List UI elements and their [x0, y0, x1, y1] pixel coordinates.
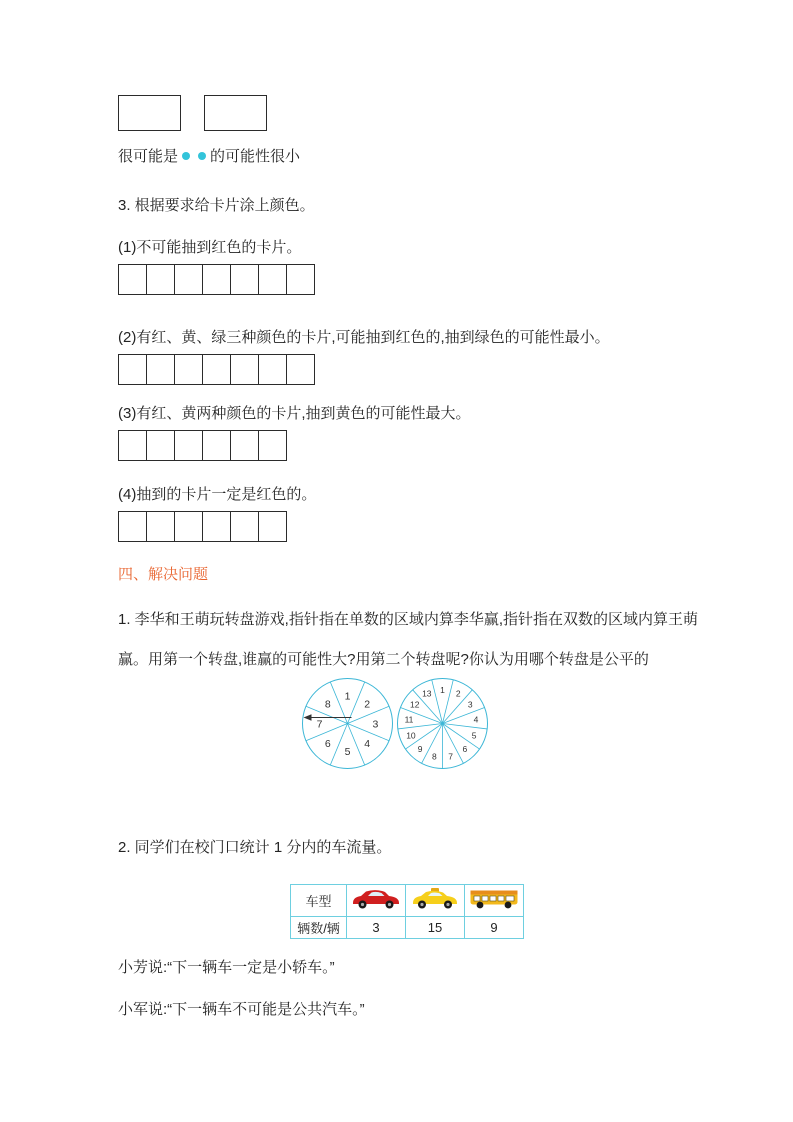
spinner-svg	[394, 675, 491, 772]
table-cell-taxi	[406, 885, 465, 917]
red-car-icon	[350, 887, 402, 911]
svg-text:1: 1	[440, 684, 445, 695]
section-heading: 四、解决问题	[118, 566, 209, 583]
table-row-counts	[291, 917, 524, 939]
table-row-vehicle-type	[291, 885, 524, 917]
count-car: 3	[347, 917, 406, 939]
q3-part3-cards	[118, 430, 287, 461]
answer-blank-box-1	[118, 95, 181, 131]
ball-icon	[198, 152, 206, 160]
answer-card-cell	[146, 354, 175, 385]
answer-card-cell	[118, 354, 147, 385]
count-taxi: 15	[406, 917, 465, 939]
ball-icon	[182, 152, 190, 160]
svg-text:3: 3	[372, 718, 379, 731]
answer-card-cell	[258, 264, 287, 295]
likelihood-suffix: 的可能性很小	[210, 148, 301, 165]
answer-card-cell	[146, 264, 175, 295]
svg-text:8: 8	[324, 698, 331, 711]
answer-card-cell	[258, 354, 287, 385]
q3-part3-label: (3)有红、黄两种颜色的卡片,抽到黄色的可能性最大。	[118, 405, 471, 422]
spinner-svg	[299, 675, 396, 772]
answer-card-cell	[146, 511, 175, 542]
table-header-vehicle-type: 车型	[291, 885, 347, 917]
svg-text:8: 8	[432, 751, 437, 762]
answer-card-cell	[230, 511, 259, 542]
q2-title: 2. 同学们在校门口统计 1 分内的车流量。	[118, 839, 392, 856]
svg-text:13: 13	[422, 688, 432, 699]
svg-text:2: 2	[364, 698, 371, 711]
answer-card-cell	[118, 430, 147, 461]
q3-part2-label: (2)有红、黄、绿三种颜色的卡片,可能抽到红色的,抽到绿色的可能性最小。	[118, 329, 610, 346]
answer-blank-box-2	[204, 95, 267, 131]
table-cell-bus	[465, 885, 524, 917]
svg-text:7: 7	[316, 718, 323, 731]
answer-card-cell	[118, 511, 147, 542]
table-cell-car	[347, 885, 406, 917]
svg-text:3: 3	[467, 699, 473, 710]
answer-card-cell	[174, 354, 203, 385]
answer-card-cell	[174, 430, 203, 461]
svg-text:6: 6	[462, 743, 468, 754]
answer-card-cell	[202, 511, 231, 542]
svg-text:11: 11	[404, 714, 414, 725]
svg-text:5: 5	[344, 746, 351, 759]
q1-text-line2: 赢。用第一个转盘,谁赢的可能性大?用第二个转盘呢?你认为用哪个转盘是公平的	[118, 651, 649, 668]
school-bus-icon	[468, 887, 520, 911]
svg-text:1: 1	[344, 690, 351, 703]
svg-text:9: 9	[417, 743, 423, 754]
answer-card-cell	[258, 430, 287, 461]
spinner-1	[299, 675, 396, 777]
q3-part1-label: (1)不可能抽到红色的卡片。	[118, 239, 302, 256]
table-row-label: 辆数/辆	[291, 917, 347, 939]
traffic-table	[290, 884, 524, 939]
answer-card-cell	[174, 264, 203, 295]
answer-card-cell	[202, 354, 231, 385]
q1-text-line1: 1. 李华和王萌玩转盘游戏,指针指在单数的区域内算李华赢,指针指在双数的区域内算王萌	[118, 611, 699, 628]
answer-card-cell	[286, 354, 315, 385]
quote-xiaojun: 小军说:“下一辆车不可能是公共汽车。”	[118, 1001, 365, 1018]
svg-text:10: 10	[406, 730, 416, 741]
svg-text:6: 6	[324, 738, 331, 751]
quote-xiaofang: 小芳说:“下一辆车一定是小轿车。”	[118, 959, 335, 976]
svg-text:5: 5	[471, 730, 477, 741]
likelihood-prefix: 很可能是	[118, 148, 179, 165]
answer-card-cell	[202, 264, 231, 295]
spinner-2	[394, 675, 491, 777]
q3-part4-cards	[118, 511, 287, 542]
svg-text:4: 4	[473, 714, 479, 725]
q3-part1-cards	[118, 264, 315, 295]
answer-card-cell	[258, 511, 287, 542]
likelihood-line	[118, 147, 300, 167]
svg-text:7: 7	[448, 751, 453, 762]
answer-card-cell	[118, 264, 147, 295]
svg-text:2: 2	[455, 688, 461, 699]
svg-text:12: 12	[409, 699, 420, 710]
q3-part4-label: (4)抽到的卡片一定是红色的。	[118, 486, 317, 503]
answer-card-cell	[230, 354, 259, 385]
answer-card-cell	[202, 430, 231, 461]
count-bus: 9	[465, 917, 524, 939]
q3-part2-cards	[118, 354, 315, 385]
answer-card-cell	[286, 264, 315, 295]
answer-card-cell	[174, 511, 203, 542]
answer-card-cell	[230, 264, 259, 295]
answer-card-cell	[230, 430, 259, 461]
q3-title: 3. 根据要求给卡片涂上颜色。	[118, 197, 315, 214]
answer-card-cell	[146, 430, 175, 461]
taxi-icon	[409, 887, 461, 911]
svg-text:4: 4	[364, 738, 371, 751]
